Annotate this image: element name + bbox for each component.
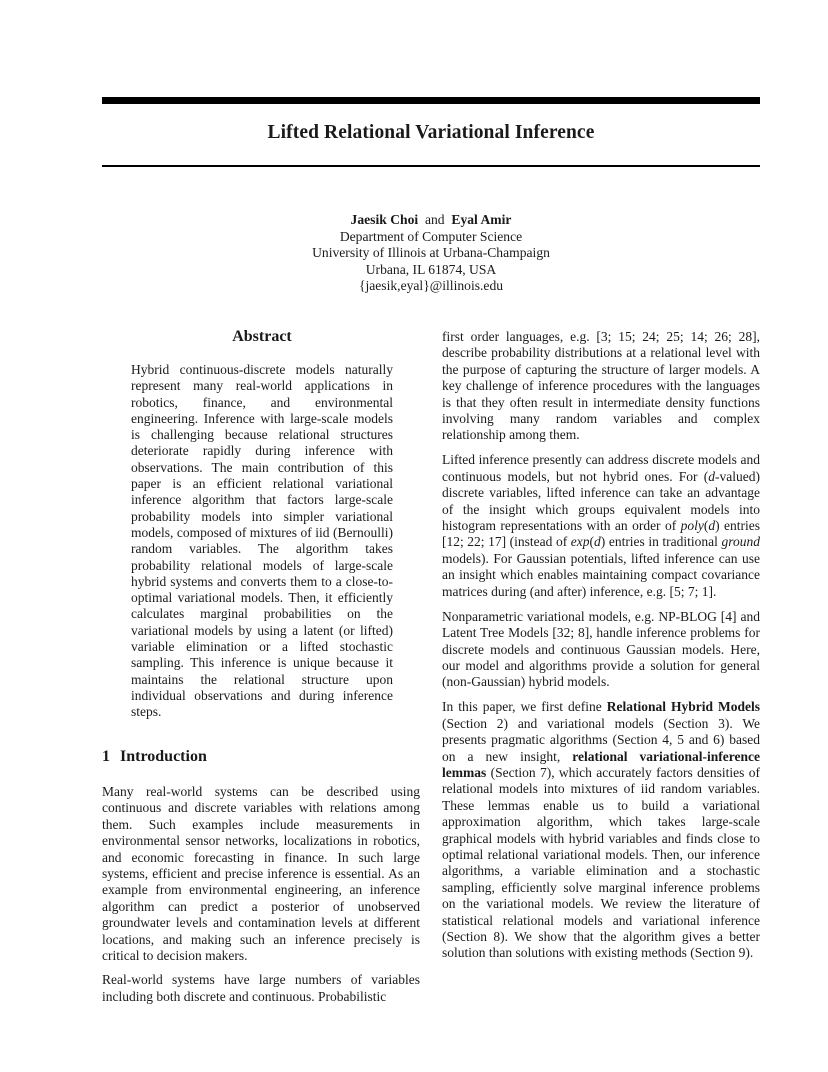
author-department: Department of Computer Science xyxy=(339,228,523,244)
paragraph: Many real-world systems can be described using continuous and discrete variables with relations among them. Such examples include measurements in environmental sensor networks, localizations in robotics, and economic forecasting in finance. In such large systems, efficient and precise inference is essential. As an example from environmental engineering, an inference algorithm can predict a posterior of unobserved groundwater levels and contamination levels at different locations, and making such an inference precisely is critical to decision makers. xyxy=(102,784,420,964)
paragraph: first order languages, e.g. [3; 15; 24; 25; 14; 26; 28], describe probability distributions at a relational level with the purpose of capturing the structure of larger models. A key challenge of inference procedures with the languages is that they often result in intermediate density functions involving many random variables and complex relationship among them. xyxy=(442,329,760,443)
section-number: 1 xyxy=(102,748,110,765)
paragraph-contributions: In this paper, we first define Relational Hybrid Models (Section 2) and variational models (Section 3). We presents pragmatic algorithms (Section 4, 5 and 6) based on a new insight, relational variational-inference lemmas (Section 7), which accurately factors densities of relational models into mixtures of iid random variables. These lemmas enable us to build a variational approximation algorithm, which takes large-scale graphical models with hybrid variables and finds close to optimal relational variational models. Then, our inference algorithms, a variable elimination and a stochastic sampling, efficiently solve marginal inference problems on the variational models. We review the literature of statistical relational models and variational inference (Section 8). We show that the algorithm gives a better solution than solutions with existing methods (Section 9). xyxy=(442,699,760,961)
paragraph: Real-world systems have large numbers of variables including both discrete and continuous. Probabilistic xyxy=(102,972,420,1004)
author-location: Urbana, IL 61874, USA xyxy=(365,261,497,277)
author-university: University of Illinois at Urbana-Champaign xyxy=(312,245,550,261)
paragraph-lifted-inference: Lifted inference presently can address discrete models and continuous models, but not hybrid ones. For (d-valued) discrete variables, lifted inference can take an advantage of the insight which groups equivalent models into histogram representations with an order of poly(d) entries [12; 22; 17] (instead of exp(d) entries in traditional ground models). For Gaussian potentials, lifted inference can use an insight which enables maintaining compact covariance matrices during (and after) inference, e.g. [5; 7; 1]. xyxy=(442,452,760,599)
abstract-heading: Abstract xyxy=(232,328,292,345)
title-bottom-rule xyxy=(102,165,760,167)
author-names xyxy=(102,212,760,229)
section-title-text: Introduction xyxy=(120,748,207,765)
top-thick-rule xyxy=(102,97,760,104)
section-heading-introduction xyxy=(102,748,422,766)
paper-title: Lifted Relational Variational Inference xyxy=(267,122,595,143)
author-block xyxy=(102,212,760,295)
abstract-text: Hybrid continuous-discrete models naturally represent many real-world applications in robotics, finance, and environmental engineering. Inference with large-scale models is challenging because relational structures deteriorate rapidly during inference with observations. The main contribution of this paper is an efficient relational variational inference algorithm that factors large-scale probability models into simpler variational models, composed of mixtures of iid (Bernoulli) random variables. The algorithm takes probability relational models of large-scale hybrid systems and converts them to a close-to-optimal variational models. Then, it efficiently calculates marginal probabilities on the variational models by using a latent (or lifted) variable elimination or a lifted stochastic sampling. This inference is unique because it maintains the relational structure upon individual observations and during inference steps. xyxy=(131,362,393,720)
author-connector: and xyxy=(424,212,445,227)
right-column-body xyxy=(442,329,760,970)
author-1: Jaesik Choi xyxy=(350,212,419,227)
paragraph: Nonparametric variational models, e.g. NP-BLOG [4] and Latent Tree Models [32; 8], handle inference problems for discrete models and continuous Gaussian models. Here, our model and algorithms provide a solution for general (non-Gaussian) hybrid models. xyxy=(442,608,760,690)
author-2: Eyal Amir xyxy=(451,212,512,227)
left-column-body xyxy=(102,784,420,1013)
author-email: {jaesik,eyal}@illinois.edu xyxy=(358,278,504,294)
